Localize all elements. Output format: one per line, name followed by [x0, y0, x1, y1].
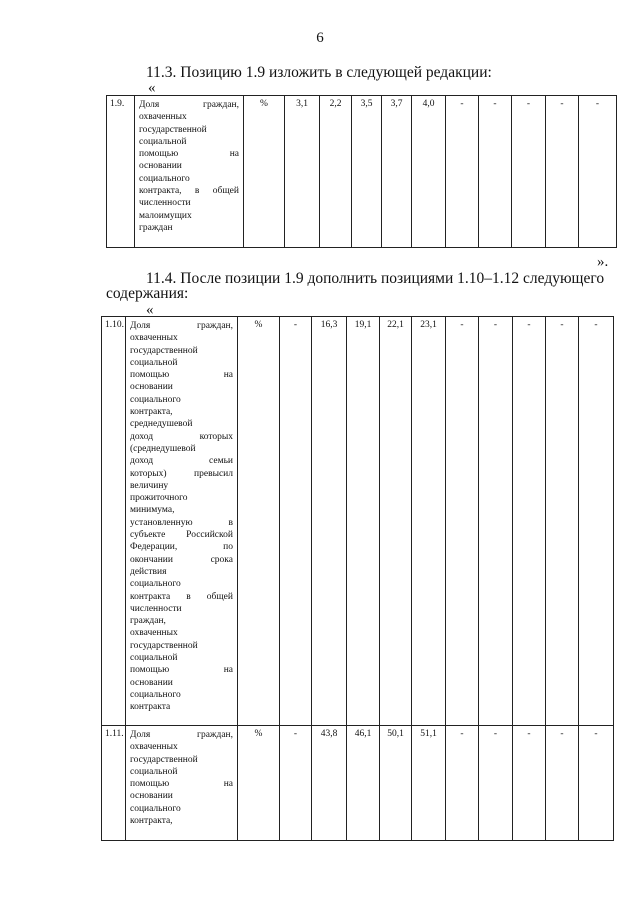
value-cell: -	[446, 317, 479, 726]
value-cell: 19,1	[347, 317, 380, 726]
unit-cell: %	[238, 317, 280, 726]
value-cell: 23,1	[412, 317, 446, 726]
value-cell: 22,1	[380, 317, 412, 726]
row-description: Доля граждан, охваченных государственной социальной помощью на основании социального контракта, среднедушевой доход которых (среднедушевой доход семьи которых) превысил величину прожиточного минимума, установленную в субъекте Российской Федерации, по окончании срока действия социального контракта в общей численности граждан, охваченных государственной социальной помощью на основании социального контракта	[126, 317, 238, 726]
open-quote: «	[146, 302, 154, 318]
value-cell: -	[280, 317, 312, 726]
unit-cell: %	[244, 96, 285, 248]
section-11-4-heading-line1: 11.4. После позиции 1.9 дополнить позициями 1.10–1.12 следующего	[146, 270, 605, 287]
row-description: Доля граждан, охваченных государственной социальной помощью на основании социального контракта,	[126, 726, 238, 841]
value-cell: -	[546, 726, 579, 841]
open-quote: «	[148, 80, 156, 96]
value-cell: 3,7	[382, 96, 412, 248]
page-number: 6	[316, 30, 324, 46]
table-position-1-9	[106, 95, 617, 248]
value-cell: -	[479, 317, 513, 726]
table-positions-1-10-1-12	[101, 316, 614, 841]
table-row	[102, 317, 614, 726]
value-cell: -	[546, 96, 579, 248]
value-cell: 43,8	[312, 726, 347, 841]
value-cell: -	[546, 317, 579, 726]
value-cell: 3,5	[352, 96, 382, 248]
row-number: 1.11.	[102, 726, 126, 841]
value-cell: -	[512, 96, 546, 248]
value-cell: 2,2	[320, 96, 352, 248]
value-cell: -	[513, 317, 546, 726]
value-cell: 46,1	[347, 726, 380, 841]
value-cell: -	[579, 317, 614, 726]
value-cell: 51,1	[412, 726, 446, 841]
value-cell: 4,0	[412, 96, 446, 248]
value-cell: -	[479, 96, 512, 248]
value-cell: 50,1	[380, 726, 412, 841]
value-cell: 16,3	[312, 317, 347, 726]
table-row	[107, 96, 617, 248]
unit-cell: %	[238, 726, 280, 841]
section-11-4-heading-line2: содержания:	[106, 285, 189, 302]
row-number: 1.10.	[102, 317, 126, 726]
value-cell: 3,1	[285, 96, 320, 248]
value-cell: -	[479, 726, 513, 841]
value-cell: -	[579, 726, 614, 841]
value-cell: -	[446, 96, 479, 248]
row-number: 1.9.	[107, 96, 135, 248]
value-cell: -	[446, 726, 479, 841]
value-cell: -	[579, 96, 617, 248]
section-11-3-heading: 11.3. Позицию 1.9 изложить в следующей редакции:	[146, 64, 492, 81]
table-row	[102, 726, 614, 841]
row-description: Доля граждан, охваченных государственной социальной помощью на основании социального контракта, в общей численности малоимущих граждан	[135, 96, 244, 248]
value-cell: -	[513, 726, 546, 841]
close-quote: ».	[597, 254, 609, 270]
value-cell: -	[280, 726, 312, 841]
